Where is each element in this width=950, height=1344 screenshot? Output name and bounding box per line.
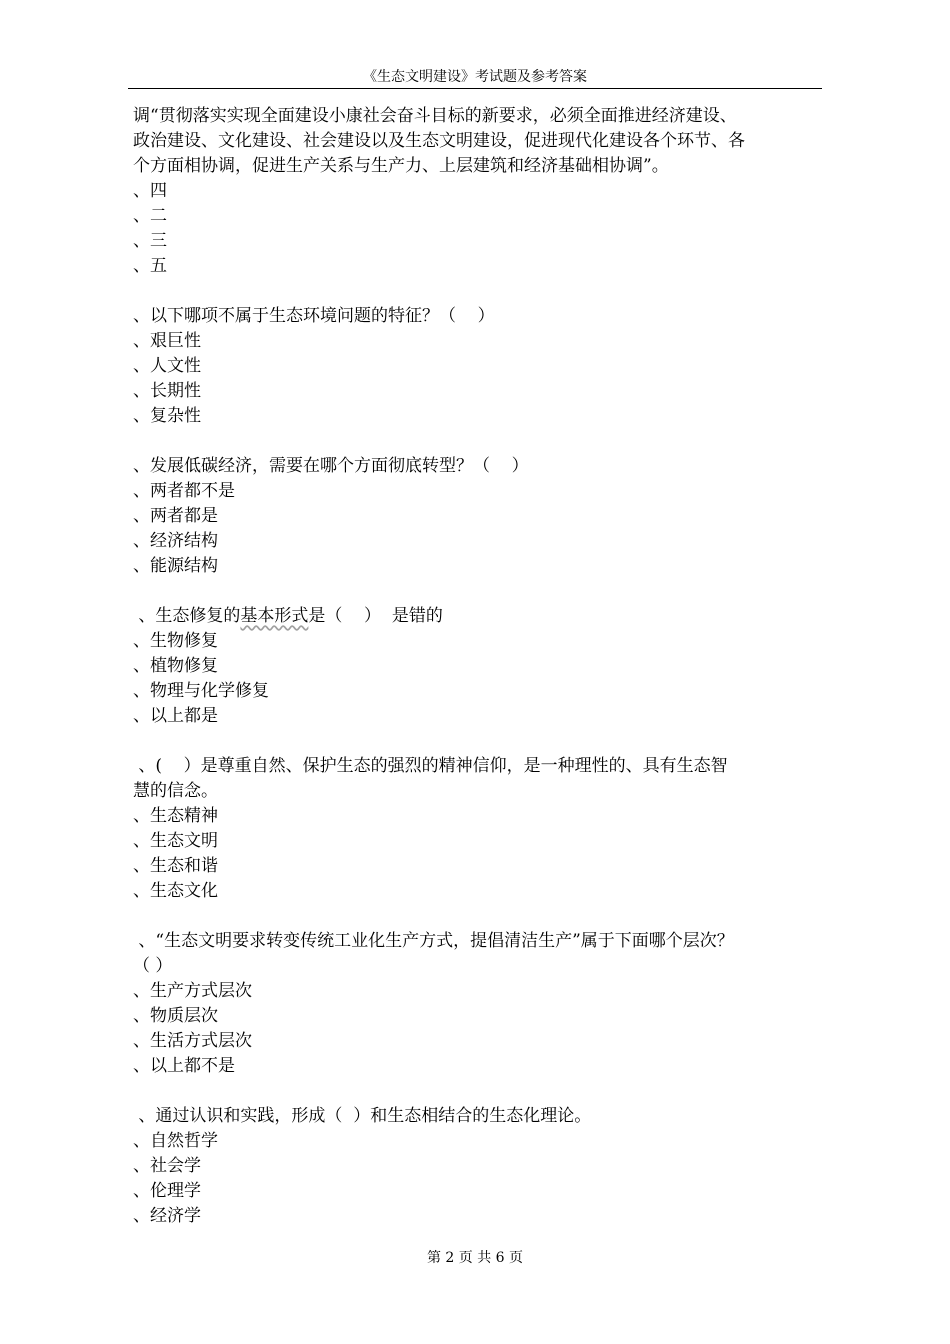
header-title: 《生态文明建设》考试题及参考答案 (363, 69, 587, 85)
page-number: 第 2 页 共 6 页 (426, 1250, 524, 1266)
option-item: 、物理与化学修复 (133, 681, 269, 701)
option-item: 、自然哲学 (133, 1131, 218, 1151)
option-item: 、四 (133, 181, 167, 201)
option-item: 、能源结构 (133, 556, 218, 576)
spacer (133, 904, 823, 929)
option-item: 、生活方式层次 (133, 1031, 252, 1051)
option-item: 、生态文化 (133, 881, 218, 901)
option-item: 、两者都不是 (133, 481, 235, 501)
option-item: 、生态文明 (133, 831, 218, 851)
option-item: 、经济结构 (133, 531, 218, 551)
option-item: 、生态精神 (133, 806, 218, 826)
page-footer (0, 1248, 950, 1268)
intro-line: 个方面相协调，促进生产关系与生产力、上层建筑和经济基础相协调”。 (133, 156, 669, 176)
intro-line: 政治建设、文化建设、社会建设以及生态文明建设，促进现代化建设各个环节、各 (133, 131, 745, 151)
question-text-cont: （ ） (133, 956, 173, 976)
option-item: 、生产方式层次 (133, 981, 252, 1001)
option-item: 、人文性 (133, 356, 201, 376)
spellcheck-marked-text: 基本形式 (240, 606, 309, 626)
question-text: 、以下哪项不属于生态环境问题的特征？（ ） (133, 306, 495, 326)
option-item: 、社会学 (133, 1156, 201, 1176)
option-item: 、植物修复 (133, 656, 218, 676)
question-text: 、通过认识和实践，形成（ ）和生态相结合的生态化理论。 (133, 1106, 592, 1126)
spacer (133, 729, 823, 754)
option-item: 、生物修复 (133, 631, 218, 651)
question-text: 、“生态文明要求转变传统工业化生产方式，提倡清洁生产”属于下面哪个层次？ (133, 931, 734, 951)
spacer (133, 579, 823, 604)
option-item: 、艰巨性 (133, 331, 201, 351)
option-item: 、生态和谐 (133, 856, 218, 876)
document-body (133, 104, 823, 1229)
option-item: 、物质层次 (133, 1006, 218, 1026)
option-item: 、以上都不是 (133, 1056, 235, 1076)
option-item: 、长期性 (133, 381, 201, 401)
option-item: 、三 (133, 231, 167, 251)
spacer (133, 429, 823, 454)
option-item: 、伦理学 (133, 1181, 201, 1201)
option-item: 、复杂性 (133, 406, 201, 426)
page-header (128, 66, 822, 89)
question-text (133, 604, 823, 629)
question-text-pre: 、生态修复的 (133, 606, 241, 626)
option-item: 、以上都是 (133, 706, 218, 726)
spacer (133, 279, 823, 304)
option-item: 、经济学 (133, 1206, 201, 1226)
intro-line: 调“贯彻落实实现全面建设小康社会奋斗目标的新要求，必须全面推进经济建设、 (133, 106, 737, 126)
option-item: 、二 (133, 206, 167, 226)
question-text: 、发展低碳经济，需要在哪个方面彻底转型？（ ） (133, 456, 529, 476)
spacer (133, 1079, 823, 1104)
question-text-cont: 慧的信念。 (133, 781, 218, 801)
question-text-post: 是（ ） 是错的 (308, 606, 443, 626)
option-item: 、五 (133, 256, 167, 276)
option-item: 、两者都是 (133, 506, 218, 526)
question-text: 、( ）是尊重自然、保护生态的强烈的精神信仰，是一种理性的、具有生态智 (133, 756, 728, 776)
